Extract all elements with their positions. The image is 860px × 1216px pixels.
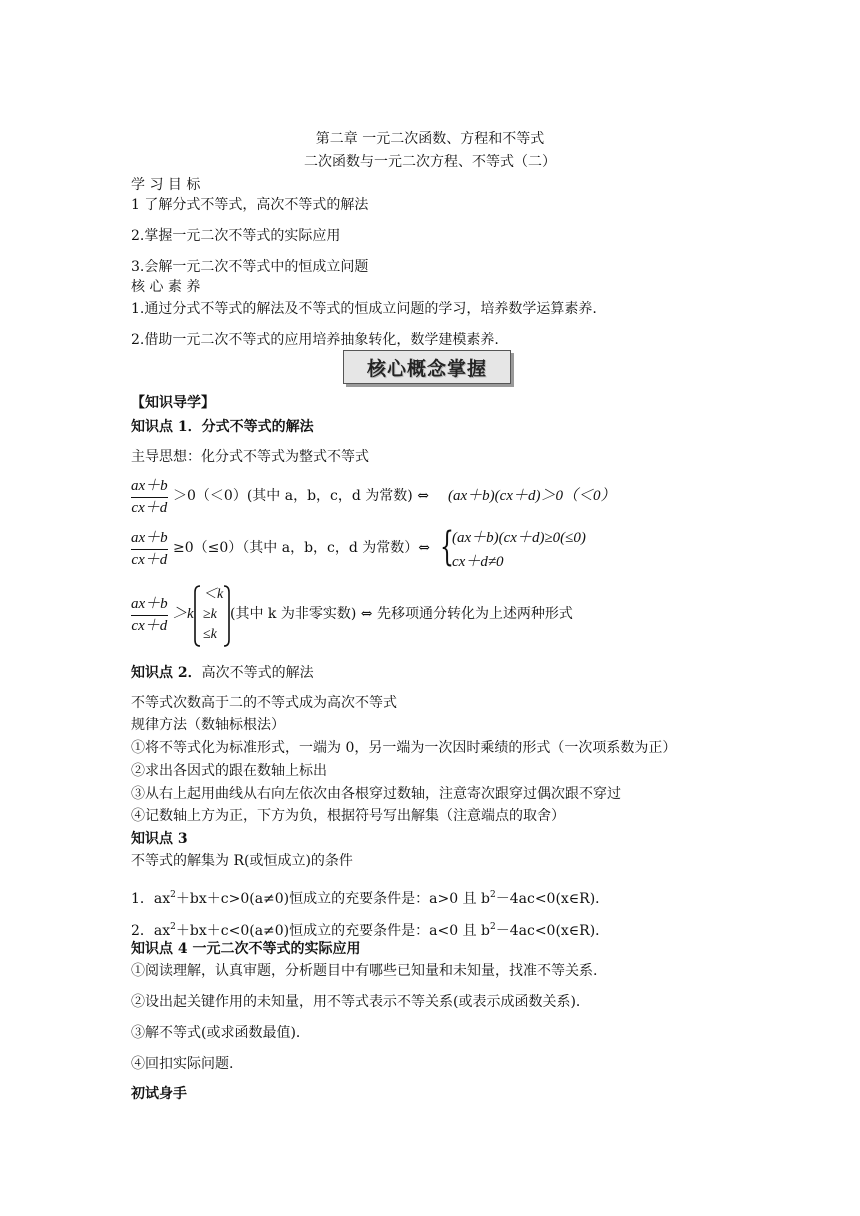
lesson-title: 二次函数与一元二次方程、不等式（二） xyxy=(304,154,556,170)
kp4-item: ④回扣实际问题. xyxy=(131,1056,234,1072)
row3-gt-k: ＞k xyxy=(172,606,194,622)
chapter-title: 第二章 一元二次函数、方程和不等式 xyxy=(315,131,545,147)
goals-heading: 学 习 目 标 xyxy=(131,177,201,193)
row1-condition: ＞0（＜0）(其中 a，b，c，d 为常数) ⇔ xyxy=(173,488,429,504)
kp2-line: ④记数轴上方为正，下方为负，根据符号写出解集（注意端点的取舍） xyxy=(131,808,565,824)
literacy-item: 2.借助一元二次不等式的应用培养抽象转化，数学建模素养. xyxy=(131,332,499,348)
kp3-condition-1: 1．$ax^2+bx+c>0(a\ne 0)$恒成立的充要条件是：a>0 且 $b^2-4ac<0(x\in R)$． xyxy=(131,890,610,907)
kp1-heading: 知识点 1．分式不等式的解法 xyxy=(131,419,314,435)
row2-system-line: cx＋d≠0 xyxy=(452,554,504,570)
kp2-line: ①将不等式化为标准形式，一端为 0，另一端为一次因时乘绩的形式（一次项系数为正） xyxy=(131,740,677,756)
option-le-k: ≤k xyxy=(203,627,217,642)
kp4-item: ①阅读理解，认真审题，分析题目中有哪些已知量和未知量，找准不等关系. xyxy=(131,963,598,979)
kp2-line: ③从右上起用曲线从右向左依次由各根穿过数轴，注意寄次跟穿过偶次跟不穿过 xyxy=(131,786,621,802)
goal-item: 2.掌握一元二次不等式的实际应用 xyxy=(131,228,341,244)
kp4-item: ③解不等式(或求函数最值)． xyxy=(131,1025,310,1041)
option-ge-k: ≥k xyxy=(203,607,217,622)
row1-equivalent: (ax＋b)(cx＋d)＞0（＜0） xyxy=(448,488,616,504)
kp2-line: 不等式次数高于二的不等式成为高次不等式 xyxy=(131,695,397,711)
kp1-idea: 主导思想：化分式不等式为整式不等式 xyxy=(131,449,369,465)
kp3-intro: 不等式的解集为 R(或恒成立)的条件 xyxy=(131,853,353,869)
kp2-line: 规律方法（数轴标根法） xyxy=(131,717,285,733)
goal-item: 1 了解分式不等式，高次不等式的解法 xyxy=(131,197,369,213)
kp2-heading: 知识点 2．高次不等式的解法 xyxy=(131,665,314,681)
literacy-item: 1.通过分式不等式的解法及不等式的恒成立问题的学习，培养数学运算素养. xyxy=(131,301,597,317)
row3-explanation: (其中 k 为非零实数) ⇔ 先移项通分转化为上述两种形式 xyxy=(230,606,573,622)
kp4-item: ②设出起关键作用的未知量，用不等式表示不等关系(或表示成函数关系)． xyxy=(131,994,590,1010)
trial-heading: 初试身手 xyxy=(131,1086,187,1102)
left-brace-icon: { xyxy=(440,524,454,570)
fraction: ax＋b cx＋d xyxy=(131,478,168,516)
kp2-line: ②求出各因式的跟在数轴上标出 xyxy=(131,763,327,779)
row2-condition: ≥0（≤0）（其中 a，b，c，d 为常数）⇔ xyxy=(173,540,431,556)
fraction: ax＋b cx＋d xyxy=(131,596,168,634)
fraction: ax＋b cx＋d xyxy=(131,530,168,568)
kp3-heading: 知识点 3 xyxy=(131,831,188,847)
goal-item: 3.会解一元二次不等式中的恒成立问题 xyxy=(131,259,369,275)
row2-system-line: (ax＋b)(cx＋d)≥0(≤0) xyxy=(452,530,586,546)
guide-heading: 【知识导学】 xyxy=(131,395,215,411)
option-lt-k: ＜k xyxy=(203,587,224,602)
literacy-heading: 核 心 素 养 xyxy=(131,279,201,295)
kp3-condition-2: 2．$ax^2+bx+c<0(a\ne 0)$恒成立的充要条件是：a<0 且 $b^2-4ac<0(x\in R)$． xyxy=(131,922,610,939)
kp4-heading: 知识点 4 一元二次不等式的实际应用 xyxy=(131,941,361,957)
core-concept-banner: 核心概念掌握 xyxy=(343,350,511,384)
